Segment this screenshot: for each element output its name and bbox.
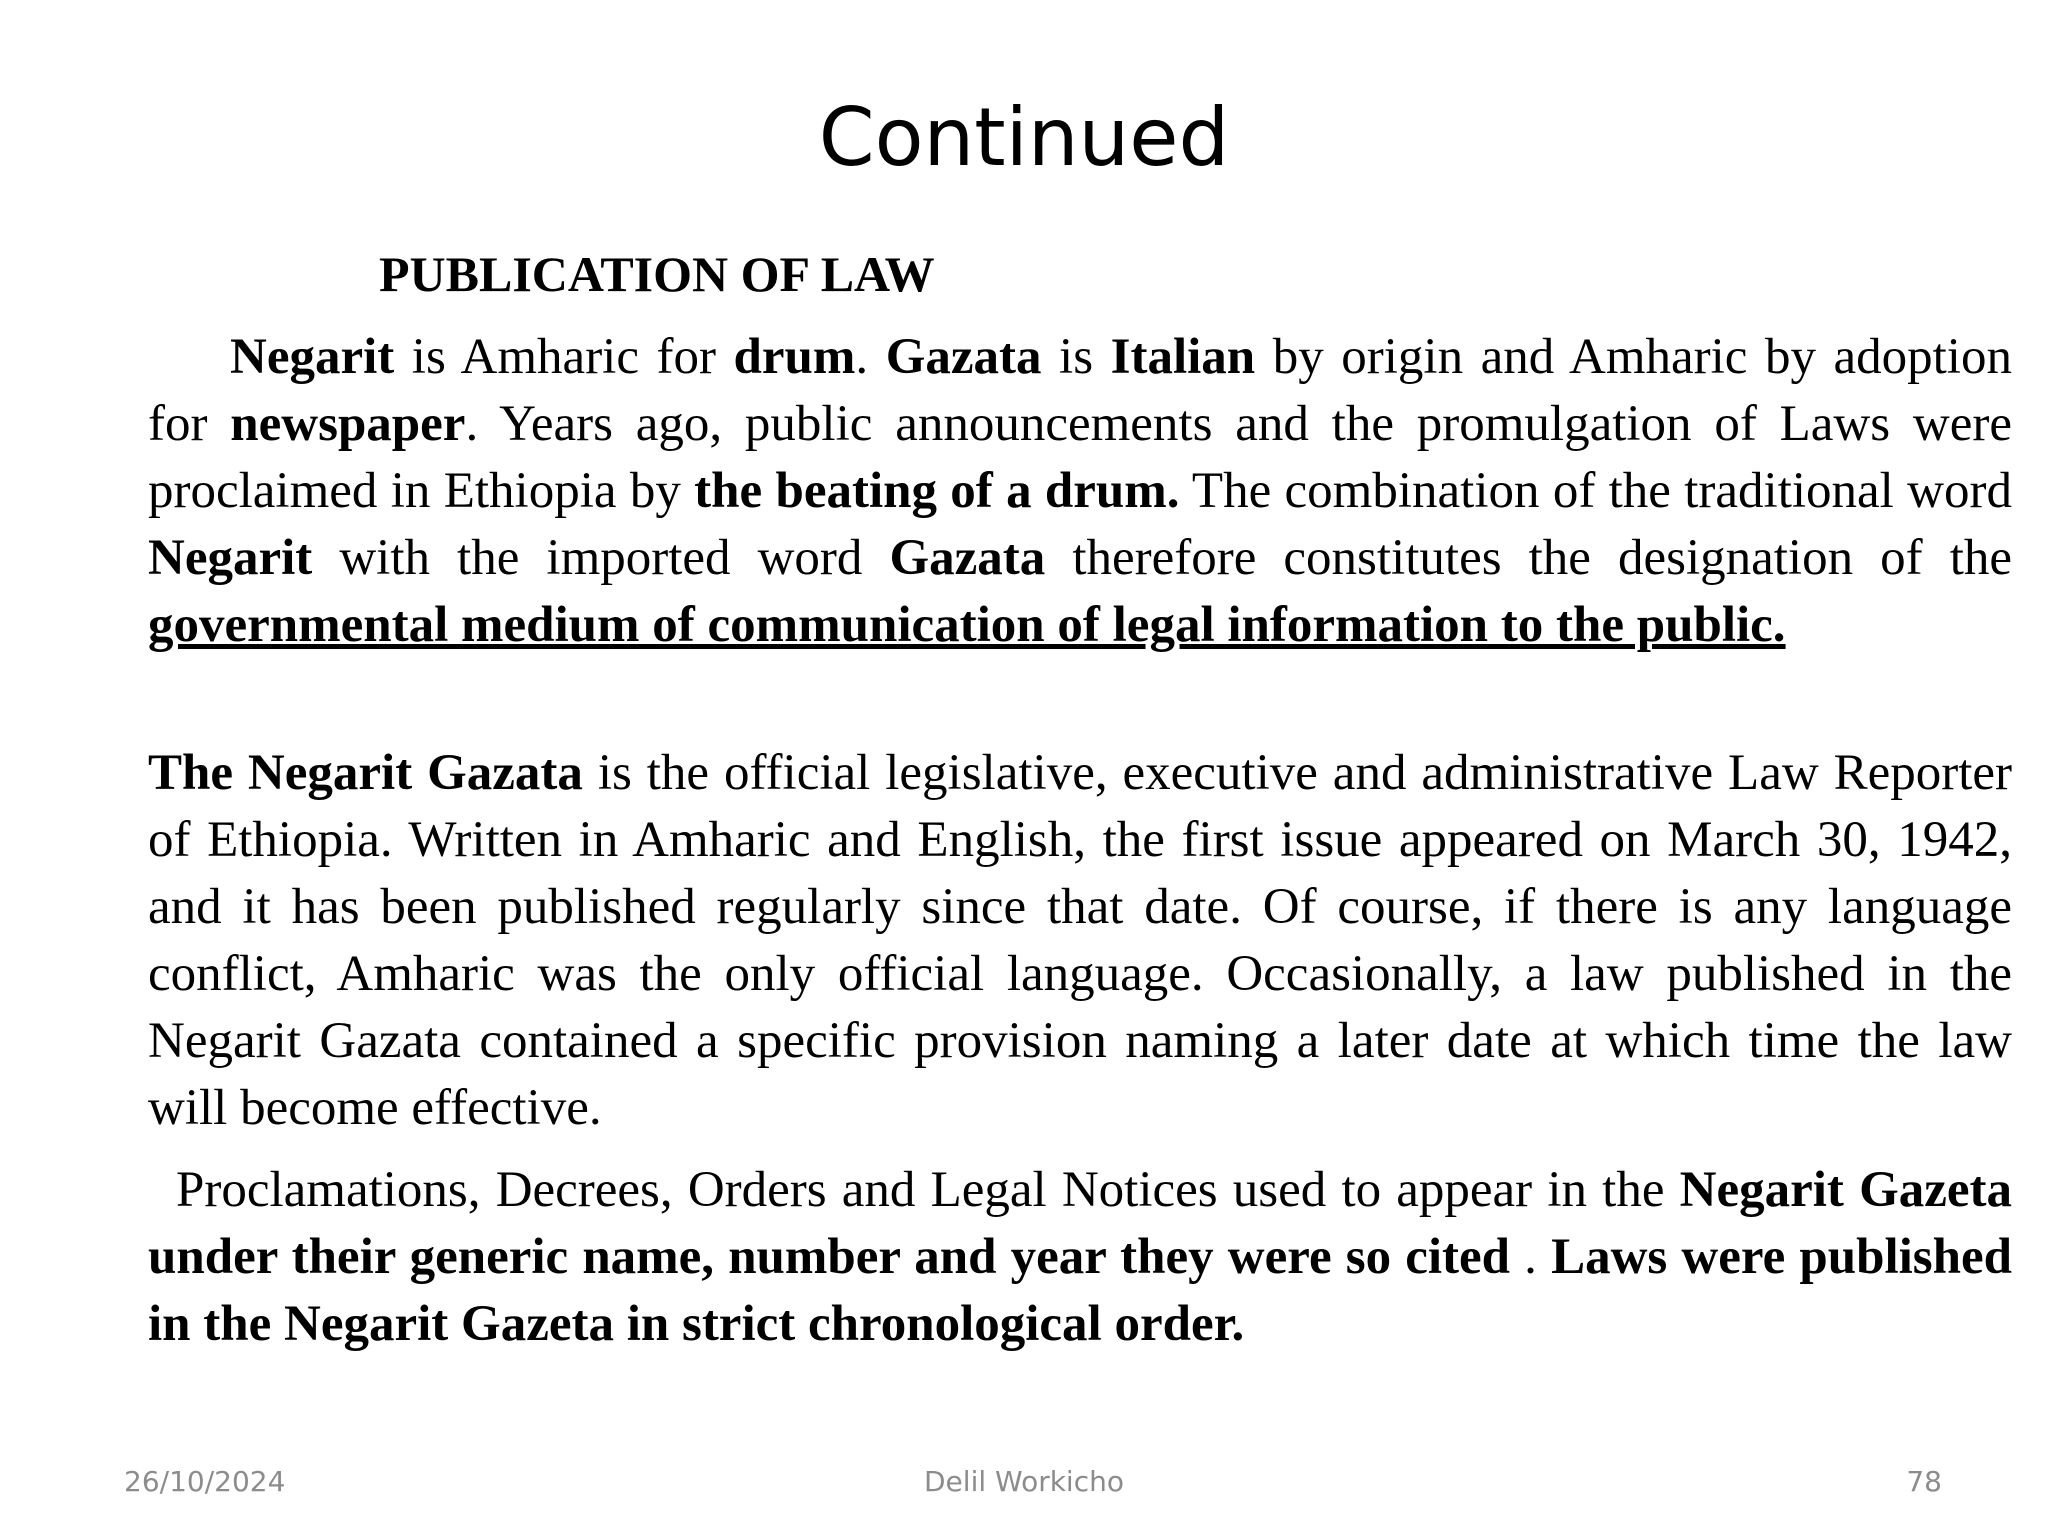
text-gazata: Gazata [885,329,1042,385]
text-negarit-gazeta-citation: Negarit Gazeta under their generic name, number and year they were so cited [148,1162,2013,1285]
text-run: by origin and Amharic by adoption for [148,329,2012,452]
text-run: The combination of the traditional word [1179,463,2012,519]
text-run: Proclamations, Decrees, Orders and Legal Notices used to appear in the [176,1162,1680,1218]
text-negarit: Negarit [230,329,395,385]
text-drum: drum [733,329,856,385]
text-run: is Amharic for [394,329,734,385]
text-chronological-order: Laws were published in the Negarit Gazeta in strict chronological order. [148,1229,2013,1352]
footer-date: 26/10/2024 [124,1465,286,1498]
text-run: . Years ago, public announcements and the promulgation of Laws were proclaimed in Ethiopia by [148,396,2012,519]
footer-author: Delil Workicho [924,1465,1124,1498]
text-italian: Italian [1110,329,1256,385]
text-run: is the official legislative, executive and administrative Law Reporter of Ethiopia. Written in Amharic and English, the first issue appeared on March 30, 1942, and it has been published regularly since that date. Of course, if there is any language conflict, Amharic was the only official language. Occasionally, a law published in the Negarit Gazata contained a specific provision naming a later date at which time the law will become effective. [148,745,2012,1136]
text-beating-of-drum: the beating of a drum. [694,463,1180,519]
slide-title: Continued [818,91,1230,184]
paragraph-negarit-gazata-description [148,740,2012,1142]
text-negarit: Negarit [148,530,313,586]
section-heading: PUBLICATION OF LAW [379,246,935,302]
text-run: . [1510,1229,1552,1285]
text-gazata: Gazata [889,530,1046,586]
text-governmental-medium: governmental medium of communication of legal information to the public. [148,597,1786,653]
paragraph-negarit-definition [148,324,2012,659]
text-run: with the imported word [312,530,890,586]
paragraph-proclamations [148,1157,2012,1358]
text-newspaper: newspaper [230,396,466,452]
text-run: . [855,329,886,385]
text-run: is [1041,329,1111,385]
text-the-negarit-gazata: The Negarit Gazata [148,745,583,801]
text-run: therefore constitutes the designation of the [1045,530,2012,586]
footer-page-number: 78 [1906,1465,1942,1498]
